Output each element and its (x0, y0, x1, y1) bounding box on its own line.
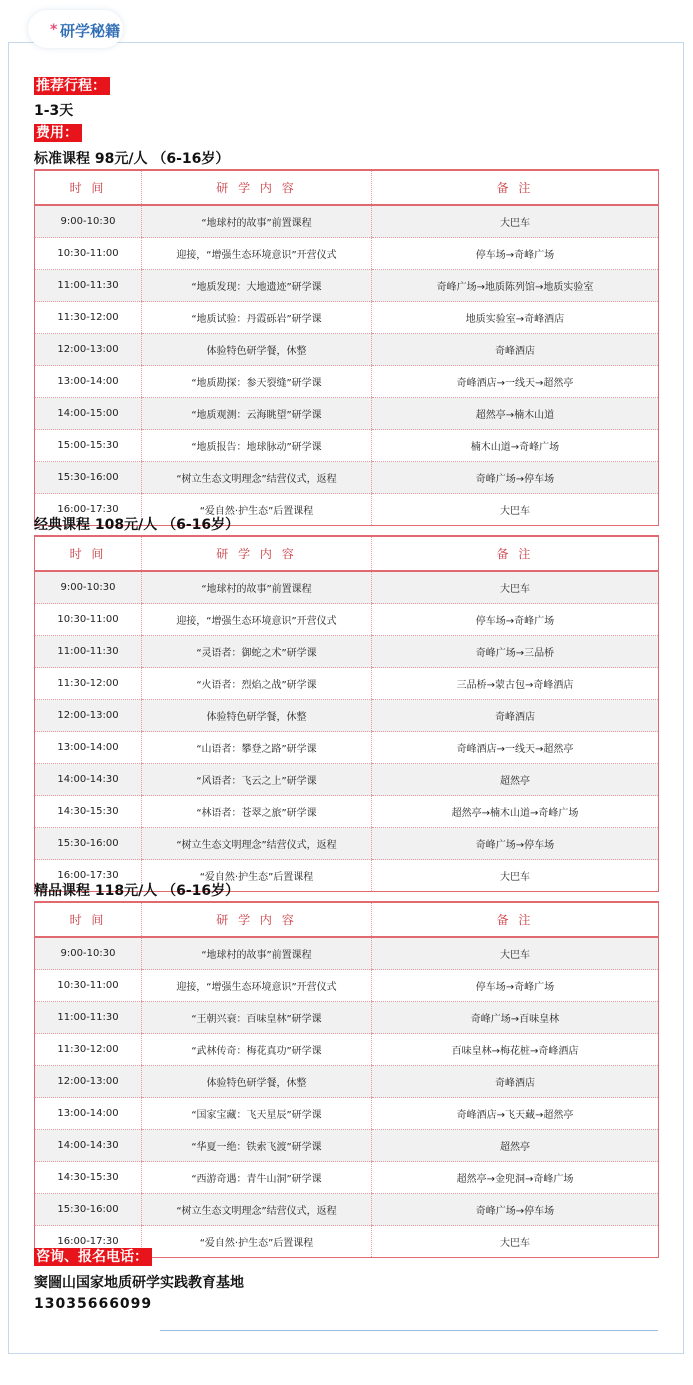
table-row (35, 1002, 659, 1034)
table-header-row (35, 536, 659, 571)
content-cell: “西游奇遇：青牛山洞”研学课 (142, 1162, 372, 1194)
note-cell: 奇峰酒店→一线天→超然亭 (372, 366, 659, 398)
time-cell: 11:00-11:30 (35, 1002, 142, 1034)
content-cell: “地质报告：地球脉动”研学课 (142, 430, 372, 462)
time-cell: 12:00-13:00 (35, 1066, 142, 1098)
itinerary-label: 推荐行程： (34, 77, 110, 95)
note-cell: 奇峰广场→地质陈列馆→地质实验室 (372, 270, 659, 302)
time-cell: 12:00-13:00 (35, 334, 142, 366)
schedule-table-premium (34, 901, 659, 1258)
time-cell: 14:00-14:30 (35, 1130, 142, 1162)
column-header: 时 间 (35, 536, 142, 571)
time-cell: 11:30-12:00 (35, 668, 142, 700)
note-cell: 奇峰酒店 (372, 700, 659, 732)
column-header: 研 学 内 容 (142, 902, 372, 937)
time-cell: 14:30-15:30 (35, 796, 142, 828)
time-cell: 10:30-11:00 (35, 970, 142, 1002)
time-cell: 14:00-14:30 (35, 764, 142, 796)
section-title: 研学秘籍 (60, 22, 121, 40)
content-cell: 迎接，“增强生态环境意识”开营仪式 (142, 604, 372, 636)
time-cell: 14:00-15:00 (35, 398, 142, 430)
time-cell: 14:30-15:30 (35, 1162, 142, 1194)
time-cell: 16:00-17:30 (35, 860, 142, 892)
content-cell: “王朝兴衰：百味皇林”研学课 (142, 1002, 372, 1034)
time-cell: 10:30-11:00 (35, 604, 142, 636)
time-cell: 15:30-16:00 (35, 1194, 142, 1226)
table-row (35, 430, 659, 462)
note-cell: 三品桥→蒙古包→奇峰酒店 (372, 668, 659, 700)
contact-organization: 窦圌山国家地质研学实践教育基地 (34, 1275, 244, 1291)
note-cell: 奇峰酒店 (372, 334, 659, 366)
time-cell: 12:00-13:00 (35, 700, 142, 732)
note-cell: 大巴车 (372, 1226, 659, 1258)
table-row (35, 636, 659, 668)
content-cell: “山语者：攀登之路”研学课 (142, 732, 372, 764)
content-cell: 体验特色研学餐，休整 (142, 1066, 372, 1098)
content-cell: “爱自然·护生态”后置课程 (142, 860, 372, 892)
table-row (35, 732, 659, 764)
time-cell: 11:00-11:30 (35, 270, 142, 302)
time-cell: 15:30-16:00 (35, 828, 142, 860)
content-cell: “地质观测：云海眺望”研学课 (142, 398, 372, 430)
table-row (35, 1034, 659, 1066)
table-row (35, 700, 659, 732)
time-cell: 16:00-17:30 (35, 1226, 142, 1258)
content-cell: “国家宝藏：飞天星辰”研学课 (142, 1098, 372, 1130)
note-cell: 停车场→奇峰广场 (372, 970, 659, 1002)
time-cell: 9:00-10:30 (35, 937, 142, 970)
content-cell: “爱自然·护生态”后置课程 (142, 494, 372, 526)
table-row (35, 764, 659, 796)
table-row (35, 462, 659, 494)
note-cell: 奇峰广场→停车场 (372, 828, 659, 860)
content-cell: “武林传奇：梅花真功”研学课 (142, 1034, 372, 1066)
table-row (35, 398, 659, 430)
table-row (35, 937, 659, 970)
table-row (35, 1194, 659, 1226)
table-header-row (35, 902, 659, 937)
table-row (35, 366, 659, 398)
note-cell: 大巴车 (372, 494, 659, 526)
column-header: 备 注 (372, 902, 659, 937)
time-cell: 15:00-15:30 (35, 430, 142, 462)
content-cell: 体验特色研学餐，休整 (142, 334, 372, 366)
content-cell: “华夏一绝：铁索飞渡”研学课 (142, 1130, 372, 1162)
content-cell: 体验特色研学餐，休整 (142, 700, 372, 732)
table-row (35, 1066, 659, 1098)
itinerary-value: 1-3天 (34, 103, 74, 119)
note-cell: 超然亭→楠木山道 (372, 398, 659, 430)
time-cell: 10:30-11:00 (35, 238, 142, 270)
time-cell: 16:00-17:30 (35, 494, 142, 526)
content-cell: “地球村的故事”前置课程 (142, 937, 372, 970)
note-cell: 超然亭→楠木山道→奇峰广场 (372, 796, 659, 828)
table-row (35, 302, 659, 334)
note-cell: 超然亭 (372, 764, 659, 796)
table-row (35, 668, 659, 700)
table-row (35, 238, 659, 270)
time-cell: 9:00-10:30 (35, 205, 142, 238)
column-header: 研 学 内 容 (142, 170, 372, 205)
note-cell: 奇峰酒店→一线天→超然亭 (372, 732, 659, 764)
note-cell: 奇峰酒店→飞天藏→超然亭 (372, 1098, 659, 1130)
time-cell: 11:30-12:00 (35, 302, 142, 334)
table-row (35, 1098, 659, 1130)
fee-label: 费用： (34, 124, 82, 142)
time-cell: 9:00-10:30 (35, 571, 142, 604)
schedule-table-classic (34, 535, 659, 892)
content-cell: “地质试验：丹霞砾岩”研学课 (142, 302, 372, 334)
content-cell: “林语者：苍翠之旅”研学课 (142, 796, 372, 828)
note-cell: 奇峰广场→三品桥 (372, 636, 659, 668)
note-cell: 大巴车 (372, 205, 659, 238)
column-header: 备 注 (372, 170, 659, 205)
table-row (35, 604, 659, 636)
content-cell: “灵语者：御蛇之术”研学课 (142, 636, 372, 668)
time-cell: 13:00-14:00 (35, 1098, 142, 1130)
content-cell: “爱自然·护生态”后置课程 (142, 1226, 372, 1258)
table-row (35, 334, 659, 366)
note-cell: 百味皇林→梅花桩→奇峰酒店 (372, 1034, 659, 1066)
note-cell: 停车场→奇峰广场 (372, 604, 659, 636)
content-cell: “地质发现：大地遗迹”研学课 (142, 270, 372, 302)
contact-label: 咨询、报名电话： (34, 1248, 152, 1266)
table-row (35, 571, 659, 604)
note-cell: 停车场→奇峰广场 (372, 238, 659, 270)
note-cell: 奇峰广场→百味皇林 (372, 1002, 659, 1034)
note-cell: 大巴车 (372, 860, 659, 892)
course-title-standard: 标准课程 98元/人 （6-16岁） (34, 151, 230, 167)
content-cell: “地球村的故事”前置课程 (142, 571, 372, 604)
content-cell: “地质勘探：参天裂缝”研学课 (142, 366, 372, 398)
column-header: 时 间 (35, 170, 142, 205)
note-cell: 超然亭→金兜洞→奇峰广场 (372, 1162, 659, 1194)
table-row (35, 205, 659, 238)
content-cell: “树立生态文明理念”结营仪式，返程 (142, 828, 372, 860)
table-row (35, 970, 659, 1002)
time-cell: 11:00-11:30 (35, 636, 142, 668)
note-cell: 奇峰酒店 (372, 1066, 659, 1098)
column-header: 备 注 (372, 536, 659, 571)
content-cell: 迎接，“增强生态环境意识”开营仪式 (142, 238, 372, 270)
content-cell: “树立生态文明理念”结营仪式，返程 (142, 462, 372, 494)
column-header: 时 间 (35, 902, 142, 937)
table-row (35, 1162, 659, 1194)
note-cell: 奇峰广场→停车场 (372, 1194, 659, 1226)
content-cell: “风语者：飞云之上”研学课 (142, 764, 372, 796)
contact-phone: 13035666099 (34, 1296, 153, 1312)
content-cell: “树立生态文明理念”结营仪式，返程 (142, 1194, 372, 1226)
header-dot: * (50, 22, 58, 38)
table-header-row (35, 170, 659, 205)
note-cell: 大巴车 (372, 571, 659, 604)
note-cell: 超然亭 (372, 1130, 659, 1162)
course-title-classic: 经典课程 108元/人 （6-16岁） (34, 517, 240, 533)
note-cell: 奇峰广场→停车场 (372, 462, 659, 494)
content-cell: 迎接，“增强生态环境意识”开营仪式 (142, 970, 372, 1002)
content-cell: “地球村的故事”前置课程 (142, 205, 372, 238)
column-header: 研 学 内 容 (142, 536, 372, 571)
footer-divider (160, 1330, 658, 1331)
table-row (35, 1130, 659, 1162)
table-row (35, 270, 659, 302)
note-cell: 大巴车 (372, 937, 659, 970)
time-cell: 11:30-12:00 (35, 1034, 142, 1066)
course-title-premium: 精品课程 118元/人 （6-16岁） (34, 883, 240, 899)
schedule-table-standard (34, 169, 659, 526)
table-row (35, 828, 659, 860)
time-cell: 13:00-14:00 (35, 732, 142, 764)
time-cell: 15:30-16:00 (35, 462, 142, 494)
note-cell: 地质实验室→奇峰酒店 (372, 302, 659, 334)
note-cell: 楠木山道→奇峰广场 (372, 430, 659, 462)
content-cell: “火语者：烈焰之战”研学课 (142, 668, 372, 700)
table-row (35, 796, 659, 828)
time-cell: 13:00-14:00 (35, 366, 142, 398)
